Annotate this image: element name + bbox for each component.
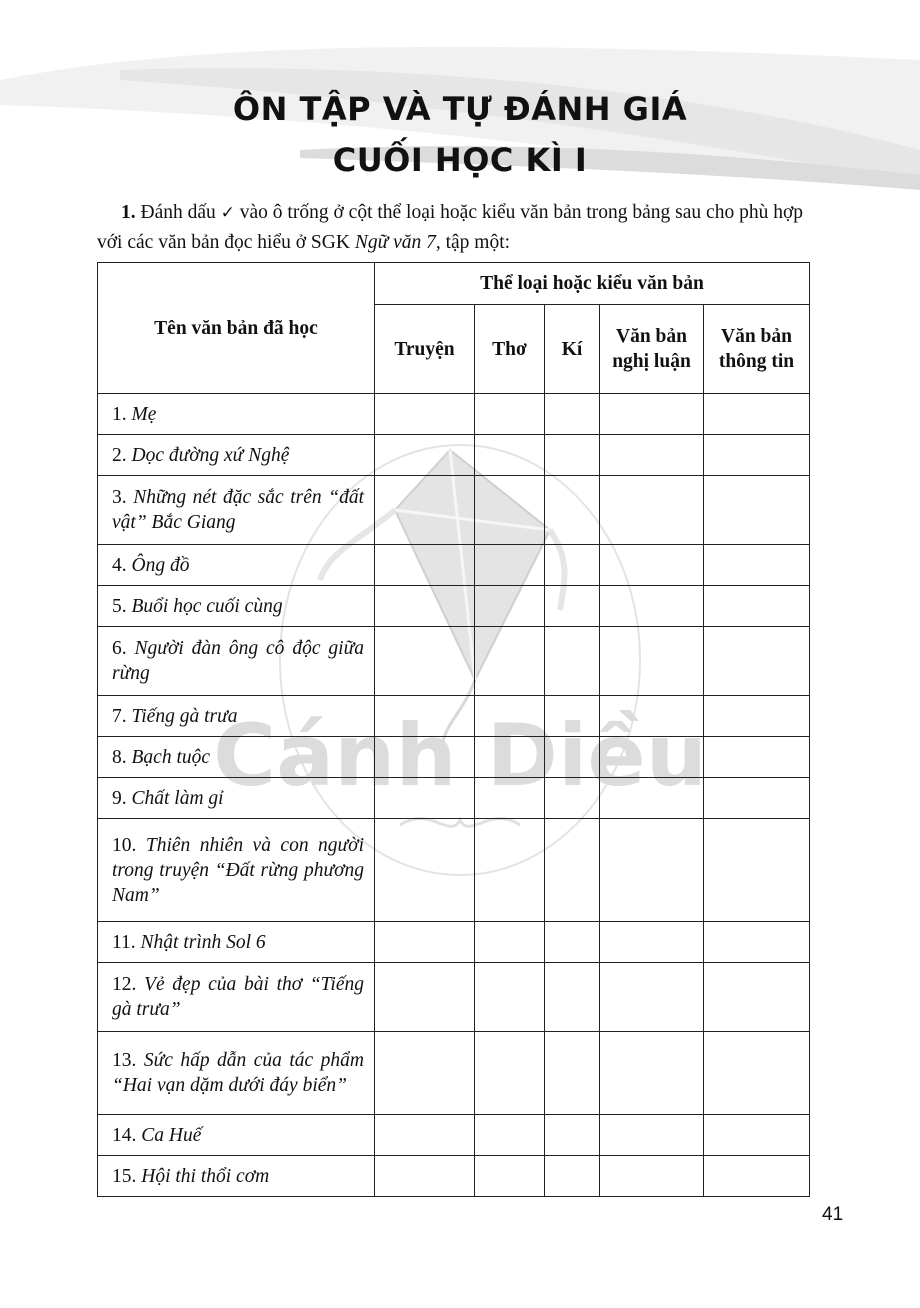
checkbox-cell[interactable]	[475, 627, 545, 696]
checkbox-cell[interactable]	[704, 545, 810, 586]
text-title-cell	[98, 922, 375, 963]
checkbox-cell[interactable]	[475, 435, 545, 476]
page-title-line-2: CUỐI HỌC KÌ I	[332, 141, 588, 179]
exercise-number: 1.	[121, 202, 136, 223]
checkbox-cell[interactable]	[375, 1156, 475, 1197]
checkbox-cell[interactable]	[704, 778, 810, 819]
text-title: Ông đồ	[131, 554, 190, 576]
checkbox-cell[interactable]	[545, 737, 600, 778]
genre-header-truyen: Truyện	[375, 305, 475, 394]
checkbox-cell[interactable]	[545, 545, 600, 586]
table-row	[98, 1032, 810, 1115]
checkbox-cell[interactable]	[475, 963, 545, 1032]
row-number: 2.	[112, 444, 127, 466]
checkbox-cell[interactable]	[475, 476, 545, 545]
checkbox-cell[interactable]	[375, 1115, 475, 1156]
row-number: 13.	[112, 1050, 137, 1071]
checkbox-cell[interactable]	[475, 778, 545, 819]
checkbox-cell[interactable]	[704, 696, 810, 737]
instruction-text-2: vào ô trống ở cột thể loại hoặc kiểu văn bản trong bảng sau cho phù hợp với các văn bản đọc hiểu ở SGK	[97, 202, 804, 253]
page-title-line-1: ÔN TẬP VÀ TỰ ĐÁNH GIÁ	[232, 90, 688, 128]
table-row	[98, 435, 810, 476]
text-title-cell	[98, 696, 375, 737]
row-number: 10.	[112, 834, 137, 856]
checkbox-cell[interactable]	[545, 696, 600, 737]
text-title: Thiên nhiên và con người trong truyện “Đất rừng phương Nam”	[112, 834, 365, 906]
table-row	[98, 696, 810, 737]
checkbox-cell[interactable]	[375, 627, 475, 696]
checkbox-cell[interactable]	[600, 1156, 704, 1197]
genre-table	[97, 262, 810, 1197]
table-row	[98, 737, 810, 778]
checkbox-cell[interactable]	[600, 963, 704, 1032]
text-title-cell	[98, 476, 375, 545]
checkbox-cell[interactable]	[545, 963, 600, 1032]
checkbox-cell[interactable]	[600, 737, 704, 778]
checkbox-cell[interactable]	[475, 586, 545, 627]
table-row	[98, 586, 810, 627]
text-title-cell	[98, 394, 375, 435]
text-title: Vẻ đẹp của bài thơ “Tiếng gà trưa”	[112, 974, 365, 1020]
text-title-cell	[98, 1032, 375, 1115]
text-title-cell	[98, 778, 375, 819]
checkbox-cell[interactable]	[600, 1032, 704, 1115]
text-title-cell	[98, 1156, 375, 1197]
checkbox-cell[interactable]	[600, 586, 704, 627]
row-number: 15.	[112, 1165, 137, 1187]
checkbox-cell[interactable]	[600, 476, 704, 545]
text-title: Chất làm gỉ	[131, 787, 224, 809]
row-number: 6.	[112, 638, 127, 659]
row-number: 7.	[112, 705, 127, 727]
checkbox-cell[interactable]	[545, 476, 600, 545]
checkbox-cell[interactable]	[704, 394, 810, 435]
text-title-cell	[98, 545, 375, 586]
text-title: Người đàn ông cô độc giữa rừng	[112, 638, 364, 684]
checkbox-cell[interactable]	[545, 435, 600, 476]
checkbox-cell[interactable]	[375, 963, 475, 1032]
checkbox-cell[interactable]	[475, 696, 545, 737]
svg-text:Cánh Diều: Cánh Diều	[213, 706, 707, 806]
checkbox-cell[interactable]	[475, 1156, 545, 1197]
text-title-cell	[98, 627, 375, 696]
row-number: 8.	[112, 746, 127, 768]
checkbox-cell[interactable]	[704, 476, 810, 545]
instruction-text-1: Đánh dấu	[140, 202, 216, 223]
checkbox-cell[interactable]	[375, 1032, 475, 1115]
table-row	[98, 545, 810, 586]
table-row	[98, 476, 810, 545]
checkbox-cell[interactable]	[475, 737, 545, 778]
row-number: 11.	[112, 931, 136, 953]
row-number: 4.	[112, 554, 127, 576]
check-mark-icon: ✓	[220, 203, 235, 223]
checkbox-cell[interactable]	[704, 586, 810, 627]
checkbox-cell[interactable]	[600, 545, 704, 586]
exercise-instruction	[97, 198, 809, 258]
checkbox-cell[interactable]	[375, 819, 475, 922]
checkbox-cell[interactable]	[704, 1156, 810, 1197]
row-number: 3.	[112, 487, 127, 508]
genre-header-nghi-luan: Văn bản nghị luận	[600, 305, 704, 394]
checkbox-cell[interactable]	[545, 819, 600, 922]
checkbox-cell[interactable]	[600, 778, 704, 819]
table-row	[98, 819, 810, 922]
checkbox-cell[interactable]	[375, 778, 475, 819]
checkbox-cell[interactable]	[545, 1156, 600, 1197]
checkbox-cell[interactable]	[475, 819, 545, 922]
checkbox-cell[interactable]	[375, 696, 475, 737]
text-title-cell	[98, 819, 375, 922]
table-row	[98, 963, 810, 1032]
checkbox-cell[interactable]	[475, 1032, 545, 1115]
table-row	[98, 922, 810, 963]
checkbox-cell[interactable]	[545, 922, 600, 963]
checkbox-cell[interactable]	[704, 922, 810, 963]
text-title-cell	[98, 963, 375, 1032]
checkbox-cell[interactable]	[475, 545, 545, 586]
checkbox-cell[interactable]	[704, 737, 810, 778]
checkbox-cell[interactable]	[545, 1032, 600, 1115]
column-group-header: Thể loại hoặc kiểu văn bản	[375, 263, 810, 305]
row-number: 12.	[112, 974, 137, 995]
row-number: 14.	[112, 1124, 137, 1146]
text-title: Dọc đường xứ Nghệ	[131, 444, 290, 466]
text-title-cell	[98, 1115, 375, 1156]
table-row	[98, 394, 810, 435]
text-title-cell	[98, 586, 375, 627]
checkbox-cell[interactable]	[600, 435, 704, 476]
checkbox-cell[interactable]	[600, 922, 704, 963]
checkbox-cell[interactable]	[600, 627, 704, 696]
checkbox-cell[interactable]	[375, 737, 475, 778]
genre-header-tho: Thơ	[475, 305, 545, 394]
text-title: Ca Huế	[141, 1124, 202, 1146]
checkbox-cell[interactable]	[600, 696, 704, 737]
checkbox-cell[interactable]	[545, 586, 600, 627]
text-title: Tiếng gà trưa	[131, 705, 238, 727]
row-number: 5.	[112, 595, 127, 617]
table-row	[98, 778, 810, 819]
checkbox-cell[interactable]	[704, 1115, 810, 1156]
text-title: Sức hấp dẫn của tác phẩm “Hai vạn dặm dưới đáy biển”	[112, 1050, 364, 1096]
checkbox-cell[interactable]	[545, 394, 600, 435]
checkbox-cell[interactable]	[375, 545, 475, 586]
row-number: 1.	[112, 403, 127, 425]
checkbox-cell[interactable]	[600, 819, 704, 922]
checkbox-cell[interactable]	[545, 778, 600, 819]
checkbox-cell[interactable]	[545, 1115, 600, 1156]
table-body	[98, 394, 810, 1197]
text-title: Hội thi thổi cơm	[141, 1165, 270, 1187]
page-number: 41	[822, 1204, 844, 1225]
text-title-cell	[98, 737, 375, 778]
checkbox-cell[interactable]	[375, 476, 475, 545]
checkbox-cell[interactable]	[375, 586, 475, 627]
row-number: 9.	[112, 787, 127, 809]
instruction-text-3: , tập một:	[435, 232, 511, 253]
checkbox-cell[interactable]	[704, 627, 810, 696]
checkbox-cell[interactable]	[704, 819, 810, 922]
table-row	[98, 1115, 810, 1156]
genre-header-thong-tin: Văn bản thông tin	[704, 305, 810, 394]
text-title-cell	[98, 435, 375, 476]
checkbox-cell[interactable]	[600, 394, 704, 435]
text-title: Bạch tuộc	[131, 746, 211, 768]
table-row	[98, 627, 810, 696]
checkbox-cell[interactable]	[375, 922, 475, 963]
table-row	[98, 1156, 810, 1197]
checkbox-cell[interactable]	[475, 922, 545, 963]
checkbox-cell[interactable]	[704, 1032, 810, 1115]
checkbox-cell[interactable]	[704, 963, 810, 1032]
checkbox-cell[interactable]	[475, 1115, 545, 1156]
book-title: Ngữ văn 7	[354, 232, 436, 253]
text-title: Nhật trình Sol 6	[140, 931, 266, 953]
checkbox-cell[interactable]	[475, 394, 545, 435]
text-title: Mẹ	[131, 403, 157, 425]
genre-header-ki: Kí	[545, 305, 600, 394]
checkbox-cell[interactable]	[600, 1115, 704, 1156]
checkbox-cell[interactable]	[375, 435, 475, 476]
column-header-text-name: Tên văn bản đã học	[98, 263, 375, 394]
text-title: Những nét đặc sắc trên “đất vật” Bắc Giang	[112, 487, 364, 533]
checkbox-cell[interactable]	[545, 627, 600, 696]
checkbox-cell[interactable]	[704, 435, 810, 476]
checkbox-cell[interactable]	[375, 394, 475, 435]
text-title: Buổi học cuối cùng	[131, 595, 283, 617]
